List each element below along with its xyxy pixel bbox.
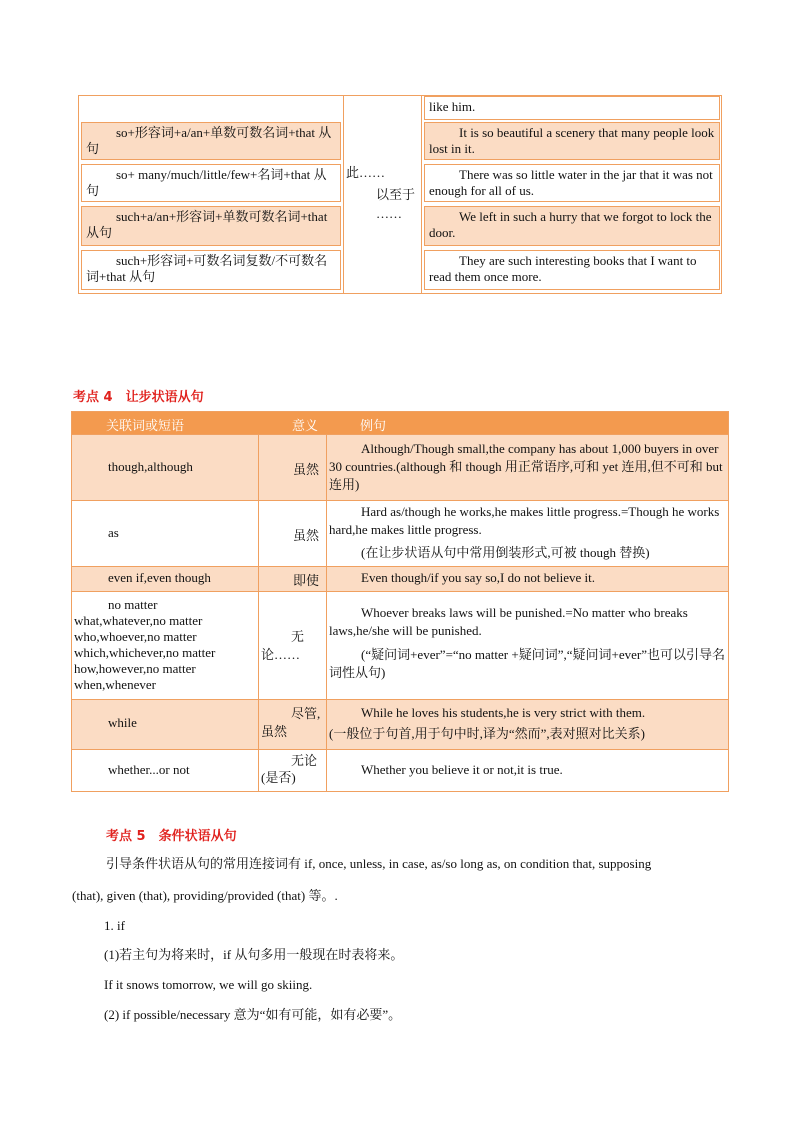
concession-clause-table	[71, 411, 729, 792]
table2-meaning-cell: 即使	[258, 567, 326, 591]
table2-word-cell: whether...or not	[72, 750, 258, 791]
table2-example-cell: Whether you believe it or not,it is true.	[326, 750, 728, 791]
table2-word-cell: as	[72, 501, 258, 566]
table2-meaning-cell: 虽然	[258, 435, 326, 500]
table1-example-cell: We left in such a hurry that we forgot to lock the door.	[424, 206, 720, 246]
section5-rule1: (1)若主句为将来时，if 从句多用一般现在时表将来。	[104, 947, 404, 962]
table1-pattern-cell: so+ many/much/little/few+名词+that 从句	[81, 164, 341, 202]
section5-example1: If it snows tomorrow, we will go skiing.	[104, 977, 313, 992]
section5-paragraph2: (that), given (that), providing/provided (that) 等。.	[72, 888, 338, 903]
section5-rule2: (2) if possible/necessary 意为“如有可能，如有必要”。	[104, 1007, 402, 1022]
table2-example-cell: Although/Though small,the company has about 1,000 buyers in over 30 countries.(although 和 though 用正常语序,可和 yet 连用,但不可和 but 连用)	[326, 435, 728, 500]
table2-example-cell: Whoever breaks laws will be punished.=No matter who breaks laws,he/she will be punished. (“疑问词+ever”=“no matter +疑问词”,“疑问词+ever”也可以引导名词性从句)	[326, 592, 728, 699]
table2-row	[72, 566, 728, 591]
table2-example-cell: Even though/if you say so,I do not believe it.	[326, 567, 728, 591]
section5-heading: 考点 5 条件状语从句	[106, 829, 237, 844]
table1-pattern-cell	[79, 96, 343, 120]
table2-row	[72, 434, 728, 500]
table1-meaning-cell	[343, 96, 422, 293]
table1-pattern-cell: such+形容词+可数名词复数/不可数名词+that 从句	[81, 250, 341, 290]
table2-meaning-cell: 无论……	[258, 592, 326, 699]
table1-meaning-line1: 此……	[346, 165, 386, 180]
table2-row	[72, 749, 728, 791]
table2-meaning-cell: 无论(是否)	[258, 750, 326, 791]
table2-row	[72, 500, 728, 566]
table1-example-cell: It is so beautiful a scenery that many people look lost in it.	[424, 122, 720, 160]
table2-meaning-cell: 尽管,虽然	[258, 700, 326, 749]
table2-row	[72, 699, 728, 749]
table1-example-cell: They are such interesting books that I want to read them once more.	[424, 250, 720, 290]
table2-word-cell: while	[72, 700, 258, 749]
table1-example-cell: like him.	[424, 96, 720, 120]
table1-example-cell: There was so little water in the jar that it was not enough for all of us.	[424, 164, 720, 202]
table2-row	[72, 591, 728, 699]
table1-pattern-cell: so+形容词+a/an+单数可数名词+that 从句	[81, 122, 341, 160]
table2-word-cell: even if,even though	[72, 567, 258, 591]
table2-word-cell: no matter what,whatever,no matter who,whoever,no matter which,whichever,no matter how,however,no matter when,whenever	[72, 592, 258, 699]
table2-header-word: 关联词或短语	[106, 418, 185, 433]
table2-header-example: 例句	[360, 418, 387, 433]
table2-example-cell: Hard as/though he works,he makes little progress.=Though he works hard,he makes little progress. (在让步状语从句中常用倒装形式,可被 though 替换)	[326, 501, 728, 566]
section5-item-if: 1. if	[104, 918, 125, 933]
table2-header-meaning: 意义	[292, 418, 319, 433]
table2-meaning-cell: 虽然	[258, 501, 326, 566]
table2-word-cell: though,although	[72, 435, 258, 500]
section4-heading: 考点 4 让步状语从句	[73, 390, 204, 405]
section5-paragraph1: 引导条件状语从句的常用连接词有 if, once, unless, in case, as/so long as, on condition that, supposing	[106, 856, 652, 871]
table1-meaning-line2: 以至于	[376, 187, 416, 202]
table2-example-cell: While he loves his students,he is very strict with them. (一般位于句首,用于句中时,译为“然而”,表对照对比关系)	[326, 700, 728, 749]
table1-pattern-cell: such+a/an+形容词+单数可数名词+that 从句	[81, 206, 341, 246]
table1-meaning-line3: ……	[376, 206, 402, 221]
table2-header	[72, 412, 728, 434]
